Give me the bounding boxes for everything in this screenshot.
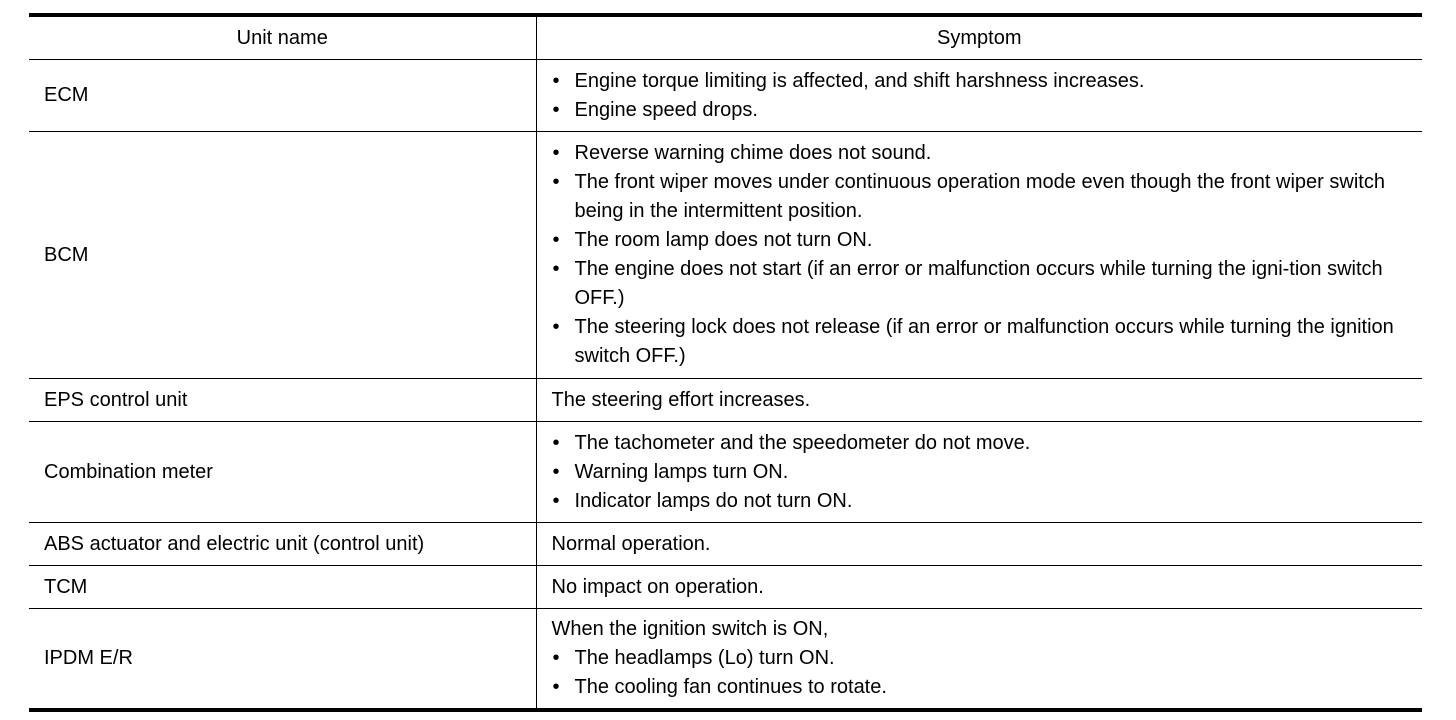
symptom-item: • The headlamps (Lo) turn ON. xyxy=(552,644,1413,673)
symptom-list xyxy=(552,139,1413,371)
symptom-list xyxy=(552,644,1413,702)
table-row xyxy=(29,60,1422,132)
symptom-item: • Warning lamps turn ON. xyxy=(552,458,1413,487)
symptom-list xyxy=(552,67,1413,125)
unit-cell: EPS control unit xyxy=(29,379,536,422)
unit-cell: BCM xyxy=(29,132,536,379)
header-symptom: Symptom xyxy=(536,15,1422,60)
symptom-item: • The tachometer and the speedometer do not move. xyxy=(552,429,1413,458)
table-row xyxy=(29,132,1422,379)
unit-cell: IPDM E/R xyxy=(29,609,536,711)
header-unit-name: Unit name xyxy=(29,15,536,60)
symptom-cell xyxy=(536,60,1422,132)
unit-cell: Combination meter xyxy=(29,422,536,523)
symptom-item: • Engine speed drops. xyxy=(552,96,1413,125)
symptom-item: • Engine torque limiting is affected, and shift harshness increases. xyxy=(552,67,1413,96)
symptom-cell xyxy=(536,132,1422,379)
table-row xyxy=(29,523,1422,566)
symptom-cell xyxy=(536,609,1422,711)
symptom-cell xyxy=(536,422,1422,523)
symptom-item: • The cooling fan continues to rotate. xyxy=(552,673,1413,702)
symptom-cell xyxy=(536,523,1422,566)
symptom-item: • The engine does not start (if an error or malfunction occurs while turning the igni-tion switch OFF.) xyxy=(552,255,1413,313)
symptom-item: • Reverse warning chime does not sound. xyxy=(552,139,1413,168)
symptom-item: • The steering lock does not release (if an error or malfunction occurs while turning the ignition switch OFF.) xyxy=(552,313,1413,371)
unit-cell: ABS actuator and electric unit (control unit) xyxy=(29,523,536,566)
symptom-item: • Indicator lamps do not turn ON. xyxy=(552,487,1413,516)
symptom-text: The steering effort increases. xyxy=(551,388,811,411)
table-row xyxy=(29,379,1422,422)
unit-symptom-table xyxy=(29,13,1422,712)
symptom-text: Normal operation. xyxy=(551,532,711,555)
table-row xyxy=(29,566,1422,609)
symptom-item: • The front wiper moves under continuous operation mode even though the front wiper switch being in the intermittent position. xyxy=(552,168,1413,226)
symptom-item: • The room lamp does not turn ON. xyxy=(552,226,1413,255)
symptom-list xyxy=(552,429,1413,516)
table-row xyxy=(29,422,1422,523)
symptom-table-container xyxy=(29,13,1422,712)
unit-cell: ECM xyxy=(29,60,536,132)
symptom-intro-text: When the ignition switch is ON, xyxy=(551,618,829,640)
symptom-cell xyxy=(536,379,1422,422)
table-row xyxy=(29,609,1422,711)
header-row xyxy=(29,15,1422,60)
symptom-cell xyxy=(536,566,1422,609)
unit-cell: TCM xyxy=(29,566,536,609)
symptom-text: No impact on operation. xyxy=(551,575,764,598)
